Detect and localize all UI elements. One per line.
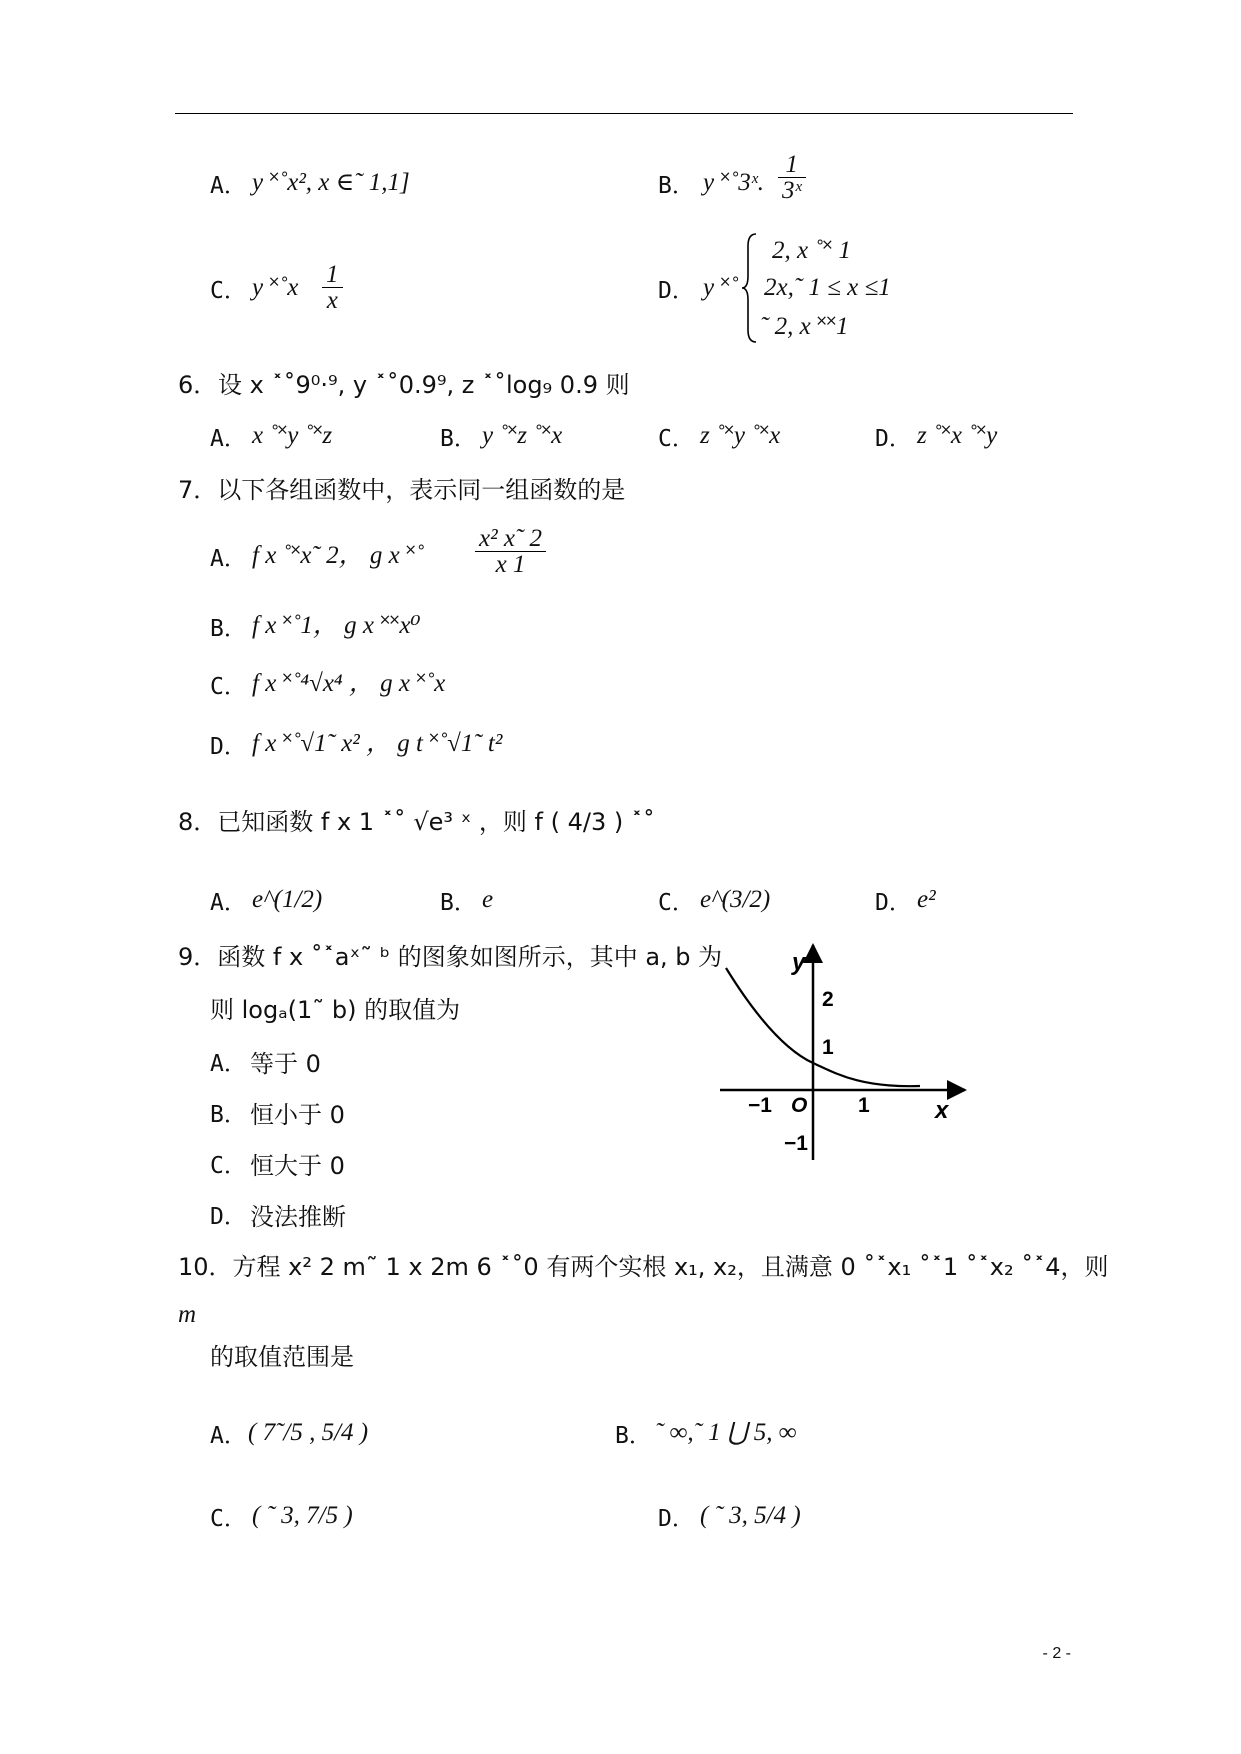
q7-option-a-fraction	[475, 526, 546, 577]
y-axis-label: y	[792, 949, 806, 976]
q9-option-b-label: B．	[210, 1102, 247, 1128]
q5-option-c-frac-num: 1	[322, 262, 343, 288]
q5-option-b-expr: y ˟˚3ˣ.	[703, 169, 765, 196]
q10-stem-line-1: 10．方程 x² 2 m˜ 1 x 2m 6 ˟˚0 有两个实根 x₁, x₂，且满意 0 ˚˟x₁ ˚˟1 ˚˟x₂ ˚˟4，则	[178, 1253, 1109, 1281]
q5-option-c-frac-den: x	[326, 287, 338, 314]
q7-stem: 7．以下各组函数中，表示同一组函数的是	[178, 476, 626, 504]
q8-stem: 8．已知函数 f x 1 ˟˚ √e³ ˣ ，则 f ( 4/3 ) ˟˚	[178, 808, 655, 836]
q9-stem-line-2: 则 logₐ(1˜ b) 的取值为	[210, 996, 461, 1024]
q6-option-c-text: z ˚˟y ˚˟x	[700, 422, 781, 449]
q8-option-b-text: e	[482, 886, 494, 913]
q7-option-c-expr: f x ˟˚⁴√x⁴ ， g x ˟˚x	[252, 670, 446, 697]
q8-option-d-label: D．	[875, 890, 912, 916]
q5-option-d-label: D．	[658, 278, 695, 304]
q5-option-d-case-2: 2x,˜ 1 ≤ x ≤1	[764, 274, 891, 301]
q8-option-c-text: e^(3/2)	[700, 886, 771, 913]
x-tick-label-1: 1	[858, 1094, 870, 1117]
q10-option-b-text: ˜ ∞,˜ 1 ⋃ 5, ∞	[655, 1419, 797, 1446]
q8-option-d-text: e²	[917, 886, 936, 913]
q10-option-c-label: C．	[210, 1506, 247, 1532]
q5-option-b-label: B．	[658, 173, 695, 199]
q5-option-a-label: A．	[210, 173, 247, 199]
origin-label: O	[791, 1094, 808, 1117]
q5-option-d-brace	[740, 232, 760, 344]
q5-option-d-case-3: ˜ 2, x ˟˟1	[760, 313, 849, 340]
q5-option-b-frac-den: 3ˣ	[782, 177, 802, 204]
page-number: - 2 -	[1042, 1645, 1071, 1662]
q5-option-c-label: C．	[210, 278, 247, 304]
q7-option-c-label: C．	[210, 674, 247, 700]
y-tick-label-neg1: −1	[784, 1132, 808, 1155]
q7-option-a-label: A．	[210, 546, 247, 572]
q7-option-b-expr: f x ˟˚1， g x ˟˟x⁰	[252, 612, 421, 639]
q10-option-b-label: B．	[615, 1423, 652, 1449]
y-tick-label-1: 1	[822, 1036, 834, 1059]
q5-option-b-fraction	[778, 152, 806, 203]
q6-option-c-label: C．	[658, 426, 695, 452]
q8-option-a-label: A．	[210, 890, 247, 916]
q9-stem-line-1: 9．函数 f x ˚˟aˣ˜ ᵇ 的图象如图所示，其中 a, b 为	[178, 943, 723, 971]
header-rule	[175, 113, 1073, 114]
q10-option-c-text: ( ˜ 3, 7/5 )	[252, 1502, 353, 1529]
q9-option-c-label: C．	[210, 1153, 247, 1179]
q6-option-a-text: x ˚˟y ˚˟z	[252, 422, 333, 449]
q7-option-a-expr: f x ˚˟x˜ 2， g x ˟˚	[252, 542, 424, 569]
q5-option-d-expr: y ˟˚	[703, 274, 739, 301]
q8-option-a-text: e^(1/2)	[252, 886, 323, 913]
q5-option-d-case-1: 2, x ˚˟ 1	[772, 237, 851, 264]
q6-option-b-text: y ˚˟z ˚˟x	[482, 422, 563, 449]
q5-option-c-fraction	[322, 262, 343, 313]
q10-option-d-text: ( ˜ 3, 5/4 )	[700, 1502, 801, 1529]
q9-option-c-text: 恒大于 0	[250, 1152, 345, 1180]
q9-function-graph	[710, 940, 970, 1170]
q9-option-d-label: D．	[210, 1204, 247, 1230]
q7-option-b-label: B．	[210, 616, 247, 642]
q5-option-a-expr: y ˟˚x², x ∈˜ 1,1]	[252, 169, 410, 196]
q8-option-b-label: B．	[440, 890, 477, 916]
x-axis-label: x	[935, 1097, 949, 1124]
q7-option-a-frac-num: x² x˜ 2	[475, 526, 546, 552]
q10-stem-line-3: 的取值范围是	[210, 1343, 354, 1371]
q6-option-a-label: A．	[210, 426, 247, 452]
q6-stem: 设 x ˟˚9⁰·⁹, y ˟˚0.9⁹, z ˟˚log₉ 0.9 则	[218, 371, 630, 399]
q10-option-d-label: D．	[658, 1506, 695, 1532]
q9-option-d-text: 没法推断	[250, 1203, 346, 1231]
q6-option-d-label: D．	[875, 426, 912, 452]
q10-option-a-label: A．	[210, 1423, 247, 1449]
q7-option-d-label: D．	[210, 734, 247, 760]
q6-option-d-text: z ˚˟x ˚˟y	[917, 422, 998, 449]
q10-option-a-text: ( 7˜/5 , 5/4 )	[248, 1419, 369, 1446]
q10-stem-line-2: m	[178, 1301, 197, 1328]
q7-option-d-expr: f x ˟˚√1˜ x² ， g t ˟˚√1˜ t²	[252, 730, 503, 757]
q5-option-b-frac-num: 1	[778, 152, 806, 178]
x-tick-label-neg1: −1	[748, 1094, 772, 1117]
q6-number: 6．	[178, 371, 218, 399]
q8-option-c-label: C．	[658, 890, 695, 916]
q5-option-c-expr: y ˟˚x	[252, 274, 299, 301]
q9-option-b-text: 恒小于 0	[250, 1101, 345, 1129]
q9-option-a-text: 等于 0	[250, 1050, 321, 1078]
q9-option-a-label: A．	[210, 1051, 247, 1077]
function-curve	[726, 968, 920, 1086]
q7-option-a-frac-den: x 1	[495, 551, 526, 578]
y-tick-label-2: 2	[822, 988, 834, 1011]
q6-option-b-label: B．	[440, 426, 477, 452]
